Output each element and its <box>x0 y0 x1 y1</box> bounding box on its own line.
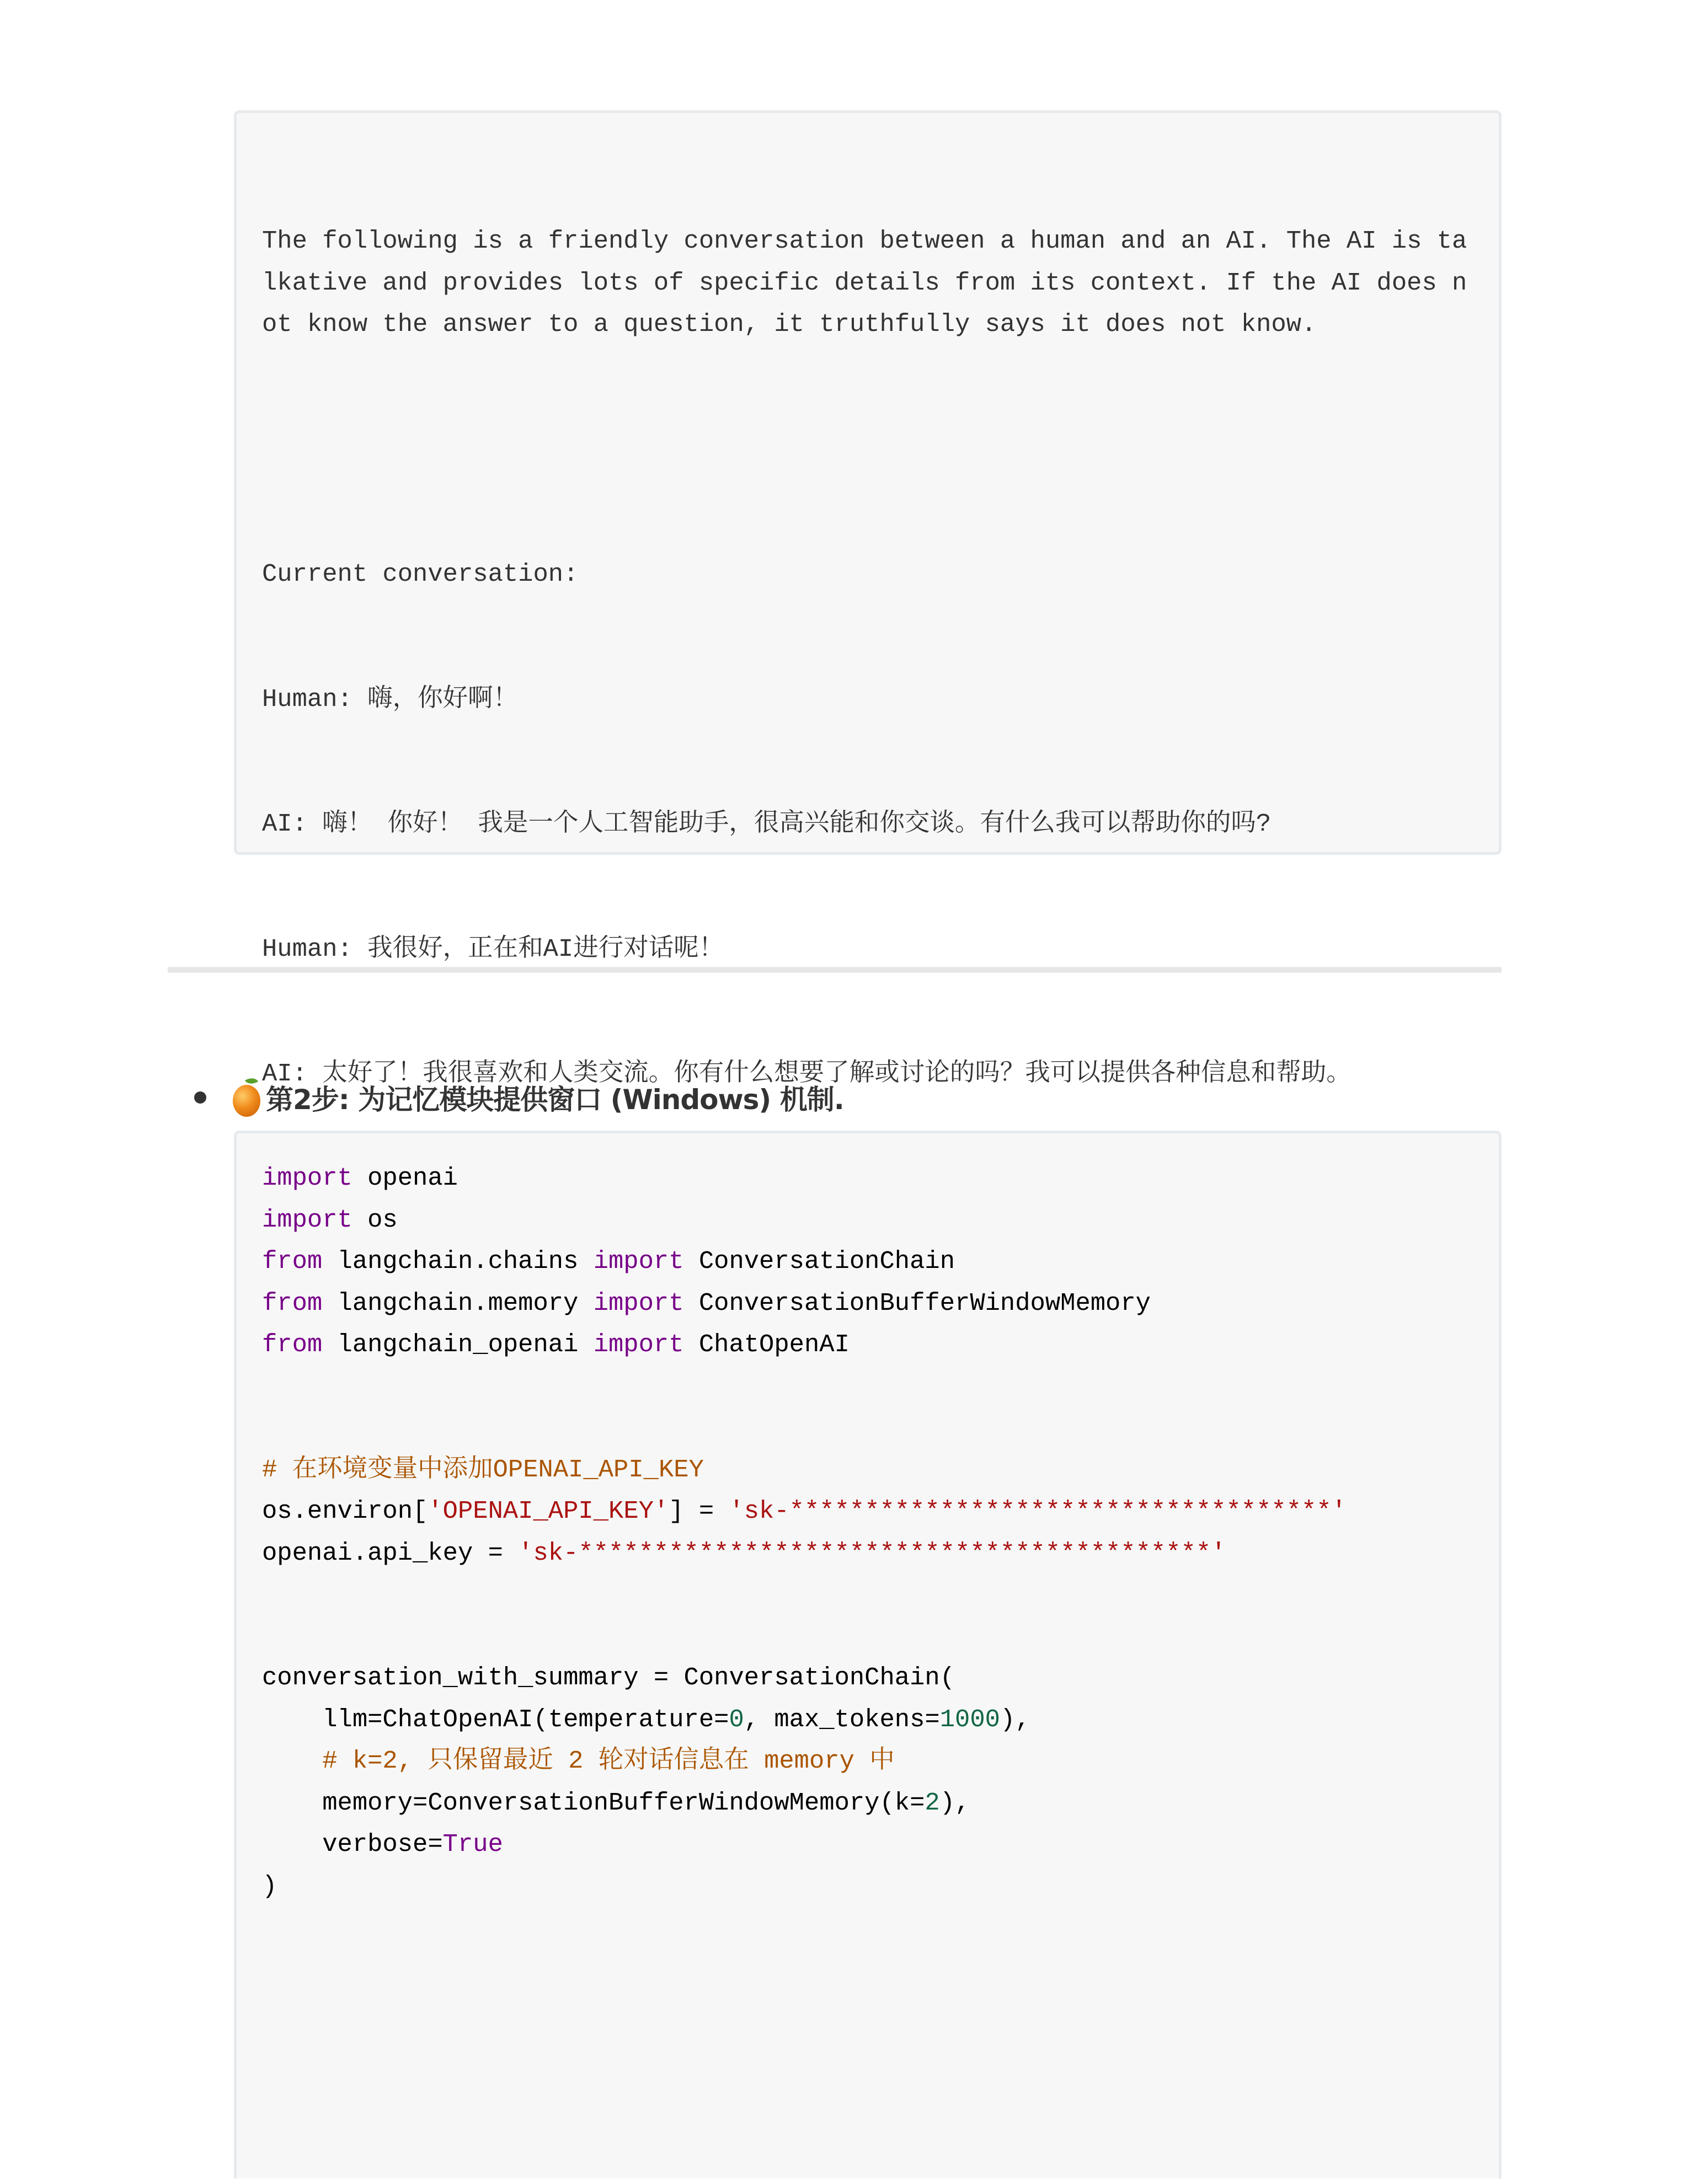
output-line: AI: 太好了！我很喜欢和人类交流。你有什么想要了解或讨论的吗？我可以提供各种信息和帮助。 <box>262 1059 1352 1088</box>
code-token: ConversationChain <box>683 1247 955 1276</box>
code-token: ), <box>939 1788 970 1817</box>
code-line <box>262 1449 1473 1491</box>
code-token: llm=ChatOpenAI(temperature= <box>262 1705 729 1734</box>
code-line <box>262 1241 1473 1283</box>
keyword-token: from <box>262 1247 323 1276</box>
step-title: 第2步: 为记忆模块提供窗口 (Windows) 机制. <box>266 1084 844 1116</box>
string-token: 'sk-************************************' <box>729 1497 1347 1525</box>
keyword-token: import <box>593 1330 684 1359</box>
horizontal-divider <box>168 967 1502 973</box>
code-line <box>262 1200 1473 1241</box>
code-line <box>262 1158 1473 1200</box>
code-line <box>262 1366 1473 1408</box>
keyword-token: from <box>262 1330 323 1359</box>
string-token: 'sk-******************************************' <box>518 1538 1226 1567</box>
code-line <box>262 1574 1473 1616</box>
code-token: os <box>352 1205 398 1234</box>
code-token: ) <box>262 1871 277 1901</box>
code-token: , max_tokens= <box>744 1705 940 1734</box>
keyword-token: from <box>262 1288 323 1318</box>
output-line: Human: 我很好，正在和AI进行对话呢！ <box>262 934 724 963</box>
output-line: Current conversation: <box>262 560 579 588</box>
number-token: 2 <box>925 1788 940 1817</box>
keyword-token: True <box>442 1830 503 1859</box>
code-token: os.environ[ <box>262 1497 428 1525</box>
code-token: conversation_with_summary = ConversationChain( <box>262 1663 955 1692</box>
code-line <box>262 1407 1473 1449</box>
code-token: langchain.chains <box>322 1247 594 1276</box>
code-token: ChatOpenAI <box>683 1330 850 1359</box>
string-token: 'OPENAI_API_KEY' <box>428 1497 669 1525</box>
number-token: 1000 <box>939 1705 1000 1734</box>
code-line <box>262 1866 1473 1908</box>
step-2-list-item <box>194 1075 844 1120</box>
keyword-token: import <box>593 1247 684 1276</box>
code-line <box>262 1824 1473 1866</box>
python-code-block <box>234 1131 1502 2178</box>
keyword-token: import <box>262 1164 352 1192</box>
output-line: The following is a friendly conversation between a human and an AI. The AI is talkative and provides lots of specific details from its context. If the AI does not know the answer to a question, it truthfully says it does not know. <box>262 227 1467 339</box>
code-token: memory=ConversationBufferWindowMemory(k= <box>262 1788 925 1817</box>
code-line <box>262 1741 1473 1782</box>
code-token: ConversationBufferWindowMemory <box>683 1288 1151 1318</box>
orange-icon <box>233 1080 261 1115</box>
code-token <box>262 1747 322 1775</box>
code-line <box>262 1699 1473 1741</box>
code-line <box>262 1616 1473 1658</box>
output-line: Human: 嗨，你好啊！ <box>262 684 519 714</box>
code-line <box>262 1283 1473 1325</box>
code-token: verbose= <box>262 1830 443 1859</box>
code-token: openai.api_key = <box>262 1538 519 1567</box>
code-line <box>262 1533 1473 1575</box>
code-token: ), <box>1000 1705 1030 1734</box>
code-token: langchain_openai <box>322 1330 594 1359</box>
code-line <box>262 1657 1473 1699</box>
code-line <box>262 1324 1473 1366</box>
output-code-block <box>234 110 1502 1088</box>
output-line: AI: 嗨！ 你好！ 我是一个人工智能助手，很高兴能和你交谈。有什么我可以帮助你的吗? <box>262 810 1272 838</box>
keyword-token: import <box>593 1288 684 1318</box>
code-token: langchain.memory <box>322 1288 594 1318</box>
comment-token: # 在环境变量中添加OPENAI_API_KEY <box>262 1455 704 1484</box>
number-token: 0 <box>729 1705 744 1734</box>
keyword-token: import <box>262 1205 352 1234</box>
code-line <box>262 1782 1473 1824</box>
comment-token: # k=2, 只保留最近 2 轮对话信息在 memory 中 <box>322 1747 895 1775</box>
code-line <box>262 1491 1473 1533</box>
code-token: ] = <box>669 1497 729 1525</box>
output-line <box>262 429 1473 471</box>
code-token: openai <box>352 1164 458 1192</box>
bullet-icon <box>194 1091 206 1104</box>
